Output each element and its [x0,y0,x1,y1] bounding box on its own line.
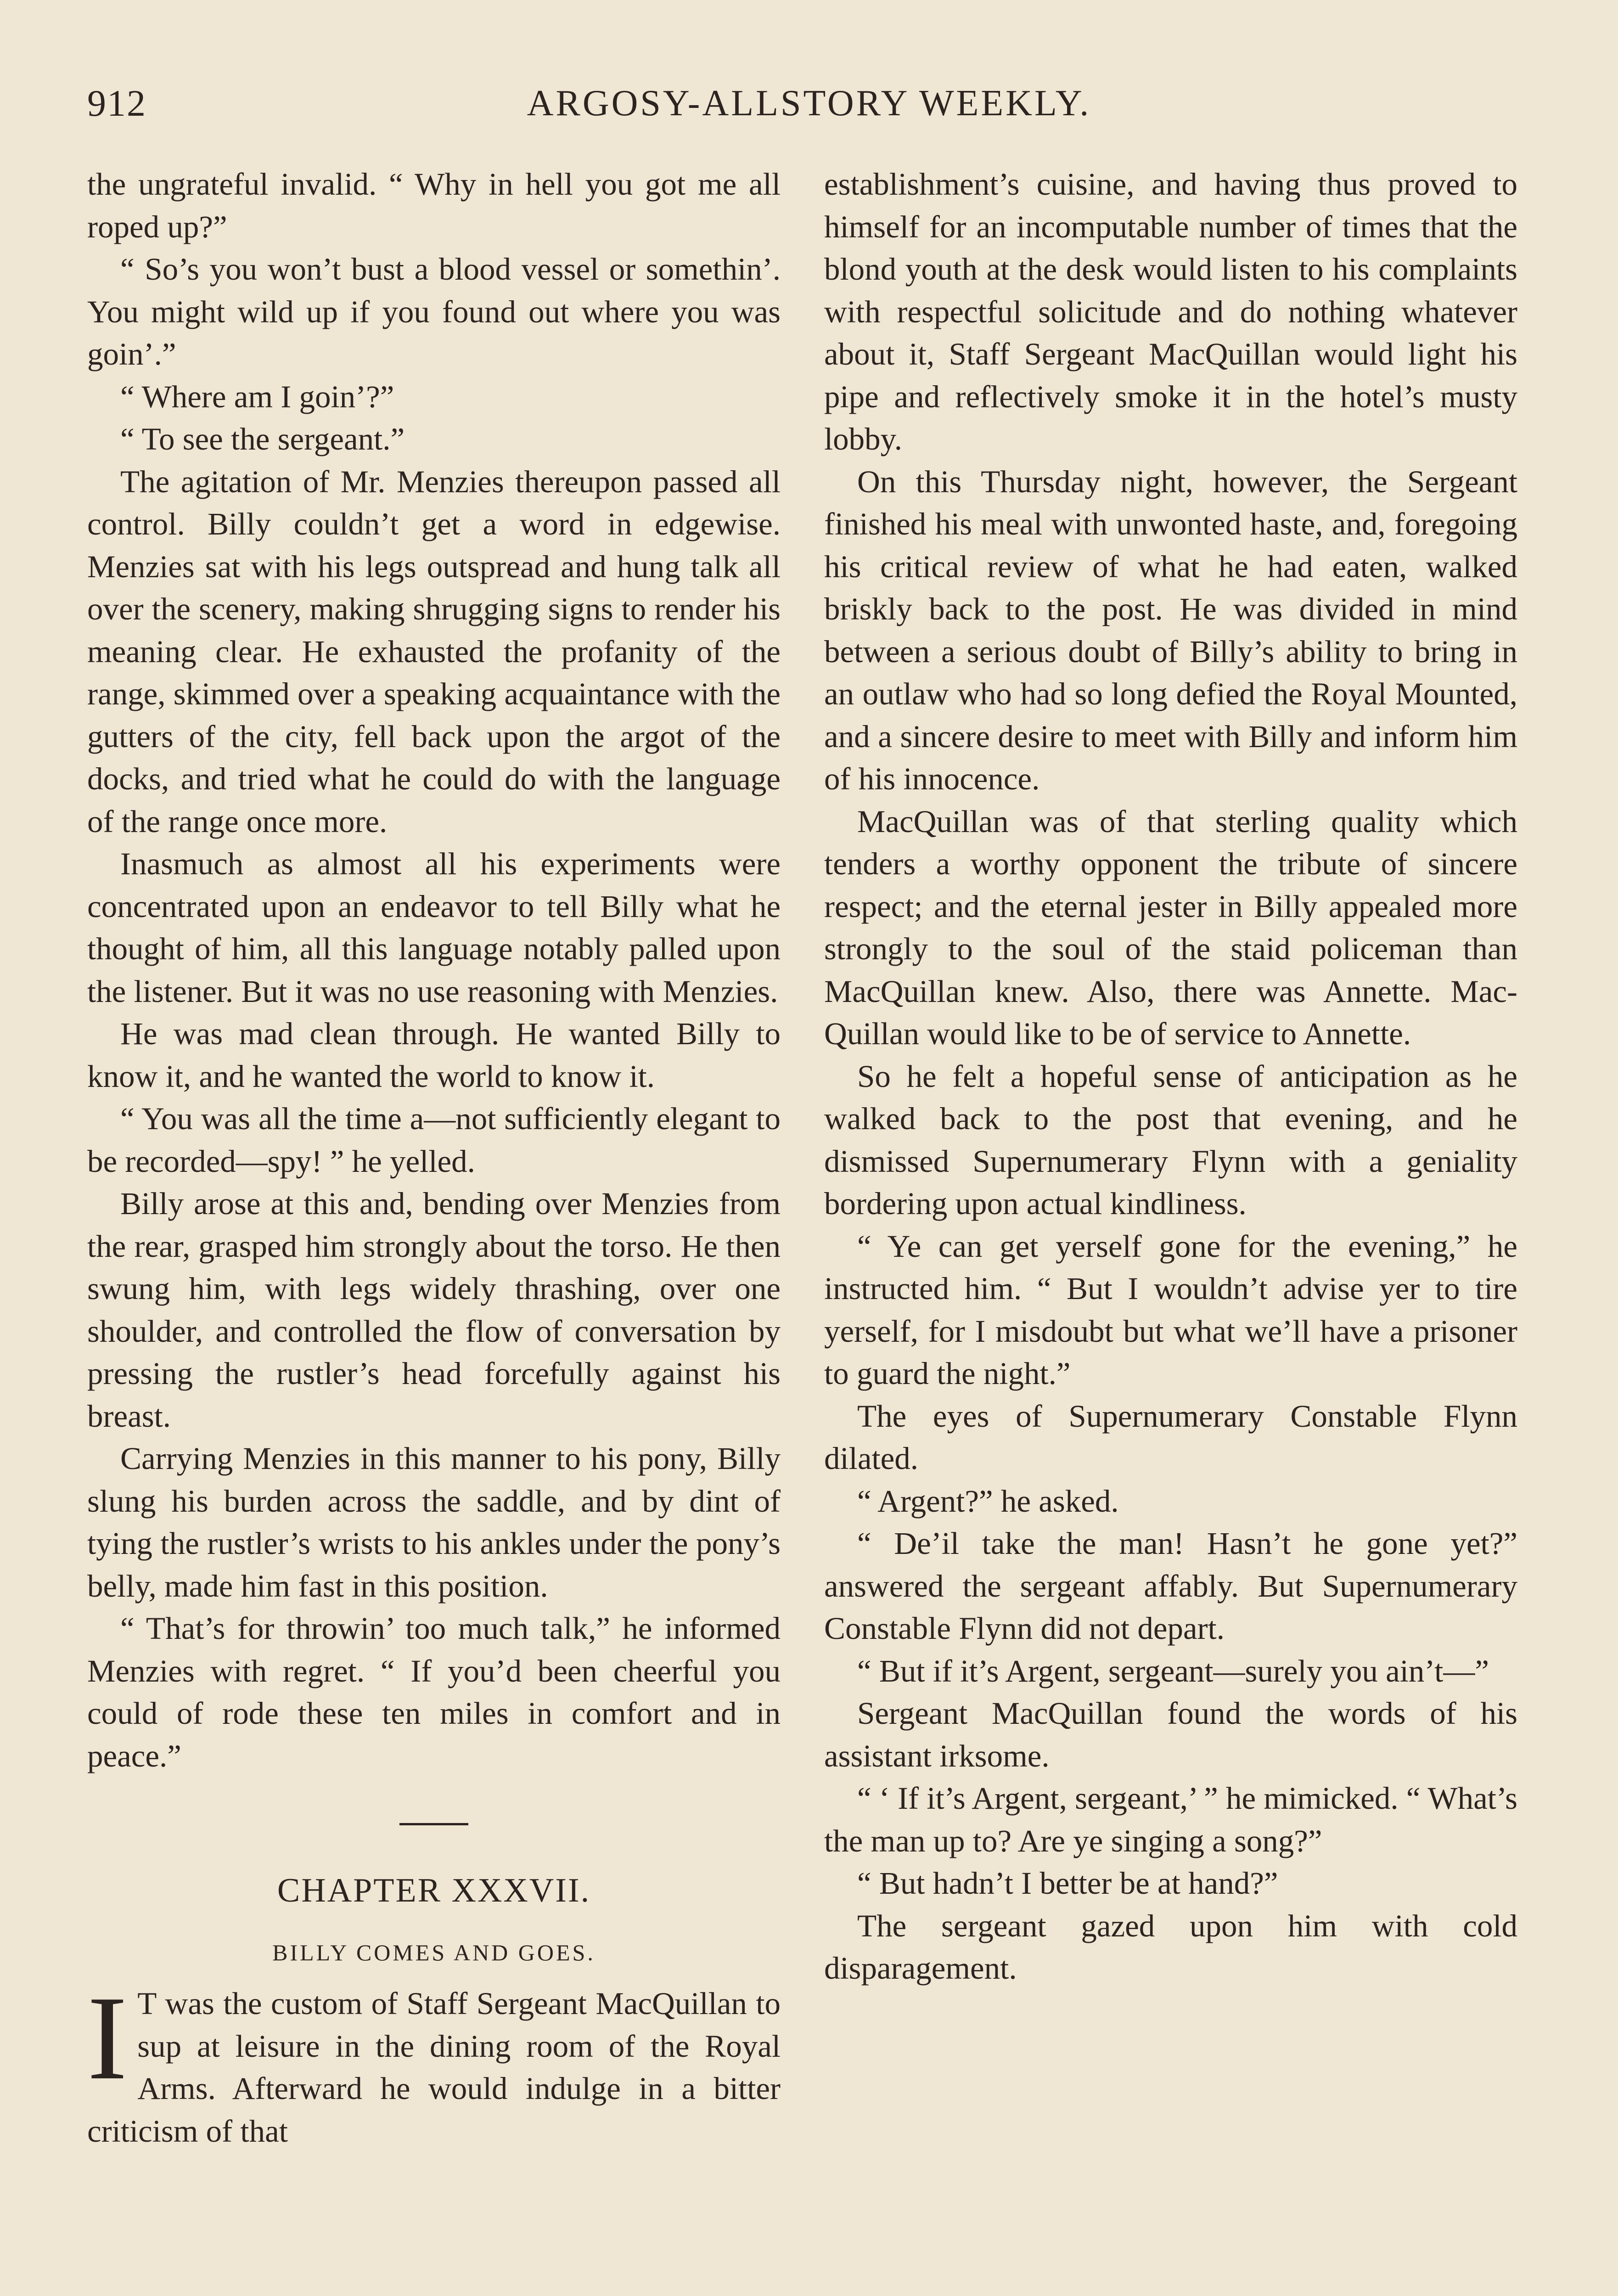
page-number: 912 [87,82,146,124]
paragraph: “ Where am I goin’?” [120,379,394,414]
paragraph: On this Thursday night, however, the Sergeant finished his meal with unwonted haste, and, foregoing his critical review of what he had eaten, walked briskly back to the post. He was divided in mind between a serious doubt of Billy’s ability to bring in an outlaw who had so long defied the Royal Mounted, and a sincere desire to meet with Billy and inform him of his innocence. [824,464,1517,796]
paragraph: He was mad clean through. He wanted Billy to know it, and he wanted the world to know it. [87,1016,781,1094]
chapter-subtitle: BILLY COMES AND GOES. [272,1940,596,1965]
paragraph: “ But if it’s Argent, sergeant—surely you ain’t—” [857,1653,1489,1688]
section-divider [399,1823,468,1825]
running-head: ARGOSY-ALLSTORY WEEKLY. [527,83,1091,124]
paragraph: “ That’s for throwin’ too much talk,” he informed Menzies with regret. “ If you’d been cheerful you could of rode these ten miles in comfort and in peace.” [87,1611,781,1773]
paragraph: establishment’s cuisine, and having thus proved to himself for an incomputable number of times that the blond youth at the desk would listen to his complaints with respectful solicitude and do nothing whatever about it, Staff Sergeant MacQuillan would light his pipe and reflectively smoke it in the hotel’s musty lobby. [824,167,1517,456]
paragraph: “ Ye can get yerself gone for the evening,” he instructed him. “ But I wouldn’t advise yer to tire yerself, for I misdoubt but what we’ll have a prisoner to guard the night.” [824,1228,1517,1391]
paragraph: “ De’il take the man! Hasn’t he gone yet?” answered the sergeant affably. But Supernumerary Constable Flynn did not depart. [824,1526,1517,1646]
paragraph: So he felt a hopeful sense of anticipation as he walked back to the post that evening, and he dismissed Supernumerary Flynn with a geniality bordering upon actual kindliness. [824,1058,1517,1221]
paragraph: Billy arose at this and, bending over Menzies from the rear, grasped him strongly about the torso. He then swung him, with legs widely thrashing, over one shoulder, and controlled the flow of conversation by pressing the rustler’s head forcefully against his breast. [87,1186,781,1434]
paragraph: The agitation of Mr. Menzies thereupon passed all control. Billy couldn’t get a word in edgewise. Menzies sat with his legs outspread and hung talk all over the scenery, making shrugging signs to render his meaning clear. He exhausted the profanity of the range, skimmed over a speaking acquaintance with the gutters of the city, fell back upon the argot of the docks, and tried what he could do with the language of the range once more. [87,464,781,839]
paragraph: Carrying Menzies in this manner to his pony, Billy slung his burden across the saddle, and by dint of tying the rustler’s wrists to his ankles under the pony’s belly, made him fast in this position. [87,1441,781,1604]
paragraph: MacQuillan was of that sterling quality which tenders a worthy opponent the tribute of sincere respect; and the eternal jester in Billy appealed more strongly to the soul of the staid policeman than MacQuillan knew. Also, there was Annette. MacQuillan would like to be of service to Annette. [824,804,1517,1051]
chapter-opening-text: T was the custom of Staff Sergeant MacQuillan to sup at leisure in the dining room of the Royal Arms. Afterward he would indulge in a bitter criticism of that [87,1986,781,2149]
paragraph: The eyes of Supernumerary Constable Flynn dilated. [824,1398,1517,1476]
paragraph: “ To see the sergeant.” [120,422,405,456]
page-header [87,78,1531,138]
paragraph: “ Argent?” he asked. [857,1483,1119,1519]
drop-cap: I [87,1971,128,2105]
paragraph: The sergeant gazed upon him with cold disparagement. [824,1908,1517,1986]
right-column [824,163,1517,1990]
paragraph: Inasmuch as almost all his experiments were concentrated upon an endeavor to tell Billy what he thought of him, all this language notably palled upon the listener. But it was no use reasoning with Menzies. [87,846,781,1009]
paragraph: “ So’s you won’t bust a blood vessel or somethin’. You might wild up if you found out where you was goin’.” [87,252,781,371]
paragraph: “ ‘ If it’s Argent, sergeant,’ ” he mimicked. “ What’s the man up to? Are ye singing a song?” [824,1781,1517,1858]
chapter-opening-paragraph [87,1971,781,2152]
paragraph: “ But hadn’t I better be at hand?” [857,1866,1278,1901]
paragraph: Sergeant MacQuillan found the words of his assistant irksome. [824,1696,1517,1773]
left-column [87,163,781,2152]
paragraph: “ You was all the time a—not sufficiently elegant to be recorded—spy! ” he yelled. [87,1101,781,1179]
paragraph: the ungrateful invalid. “ Why in hell you got me all roped up?” [87,167,781,244]
chapter-title: CHAPTER XXXVII. [277,1872,591,1909]
